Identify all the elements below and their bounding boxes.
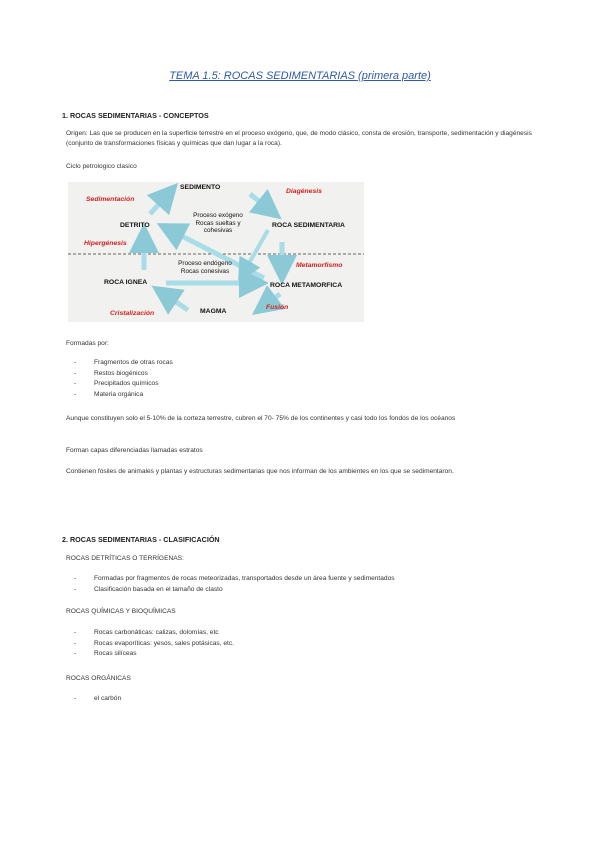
detritic-heading: ROCAS DETRÍTICAS O TERRÍGENAS:	[66, 555, 184, 562]
chemical-list	[72, 628, 234, 660]
detritic-list	[72, 574, 395, 595]
origin-text: Las que se producen en la superficie terrestre en el proceso exógeno, que, de modo clásico, consta de erosión, transporte, sedimentación y diagénesis (conjunto de transformaciones físicas y químicas que dan lugar a la roca).	[66, 130, 532, 147]
label-roca-ignea: ROCA IGNEA	[104, 279, 148, 286]
page-title: TEMA 1.5: ROCAS SEDIMENTARIAS (primera parte)	[169, 70, 431, 82]
section-1-heading: 1. ROCAS SEDIMENTARIAS - CONCEPTOS	[62, 111, 209, 120]
section-2-heading: 2. ROCAS SEDIMENTARIAS - CLASIFICACIÓN	[62, 535, 220, 544]
label-hipergenesis: Hipergénesis	[84, 240, 127, 247]
exogeno-line-2: Rocas sueltas y	[195, 219, 241, 227]
label-sedimentacion: Sedimentación	[86, 196, 135, 203]
endogeno-line-1: Proceso endógeno	[178, 260, 232, 267]
label-detrito: DETRITO	[120, 222, 150, 229]
strata-paragraph: Forman capas diferenciadas llamadas estratos	[66, 447, 203, 454]
diagram-arrows	[68, 182, 364, 322]
exogeno-line-1: Proceso exógeno	[193, 212, 243, 219]
formed-by-list	[72, 358, 173, 400]
label-roca-sedimentaria: ROCA SEDIMENTARIA	[272, 222, 345, 229]
coverage-paragraph: Aunque constituyen solo el 5-10% de la corteza terrestre, cubren el 70- 75% de los continentes y casi todo los fondos de los océanos	[66, 415, 456, 422]
exogeno-line-3: cohesivas	[203, 227, 233, 234]
label-diagenesis: Diagénesis	[286, 188, 322, 195]
endogeno-line-2: Rocas conesivas	[180, 267, 230, 275]
label-metamorfismo: Metamorfismo	[296, 262, 343, 269]
list-item: - Fragmentos de otras rocas	[72, 358, 173, 369]
label-fusion: Fusión	[266, 304, 289, 311]
rock-cycle-diagram	[68, 182, 364, 322]
fossils-paragraph: Contienen fósiles de animales y plantas y estructuras sedimentarias que nos informan de los ambientes en los que se sedimentaron.	[66, 468, 454, 475]
label-sedimento: SEDIMENTO	[180, 184, 221, 191]
origin-paragraph	[66, 129, 550, 149]
organic-list	[72, 694, 121, 705]
list-item: - Materia orgánica	[72, 390, 173, 401]
chemical-heading: ROCAS QUÍMICAS Y BIOQUÍMICAS	[66, 608, 176, 615]
arrow-crystallization	[164, 294, 188, 310]
list-item: - Rocas carbonáticas: calizas, dolomías, etc	[72, 628, 234, 639]
arrow-diagenesis	[250, 194, 270, 210]
list-item: - Precipitados químicos	[72, 379, 173, 390]
list-item: - Rocas silíceas	[72, 649, 234, 660]
label-roca-metamorfica: ROCA METAMORFICA	[270, 282, 343, 289]
arrow-sedimentation	[150, 194, 168, 214]
cycle-label: Ciclo petrologico clasico	[66, 163, 137, 170]
origin-label: Origen:	[66, 130, 88, 137]
label-magma: MAGMA	[200, 308, 227, 315]
list-item: - Restos biogénicos	[72, 369, 173, 380]
endogenous-process-note	[160, 260, 250, 275]
formed-by-label: Formadas por:	[66, 340, 109, 347]
list-item: - Formadas por fragmentos de rocas meteorizadas, transportados desde un área fuente y sedimentados	[72, 574, 395, 585]
exogenous-process-note	[178, 212, 258, 235]
list-item: - Clasificación basada en el tamaño de clasto	[72, 585, 395, 596]
label-cristalizacion: Cristalización	[110, 310, 155, 317]
list-item: - Rocas evaporíticas: yesos, sales potásicas, etc.	[72, 639, 234, 650]
list-item: - el carbón	[72, 694, 121, 705]
organic-heading: ROCAS ORGÁNICAS	[66, 675, 131, 682]
